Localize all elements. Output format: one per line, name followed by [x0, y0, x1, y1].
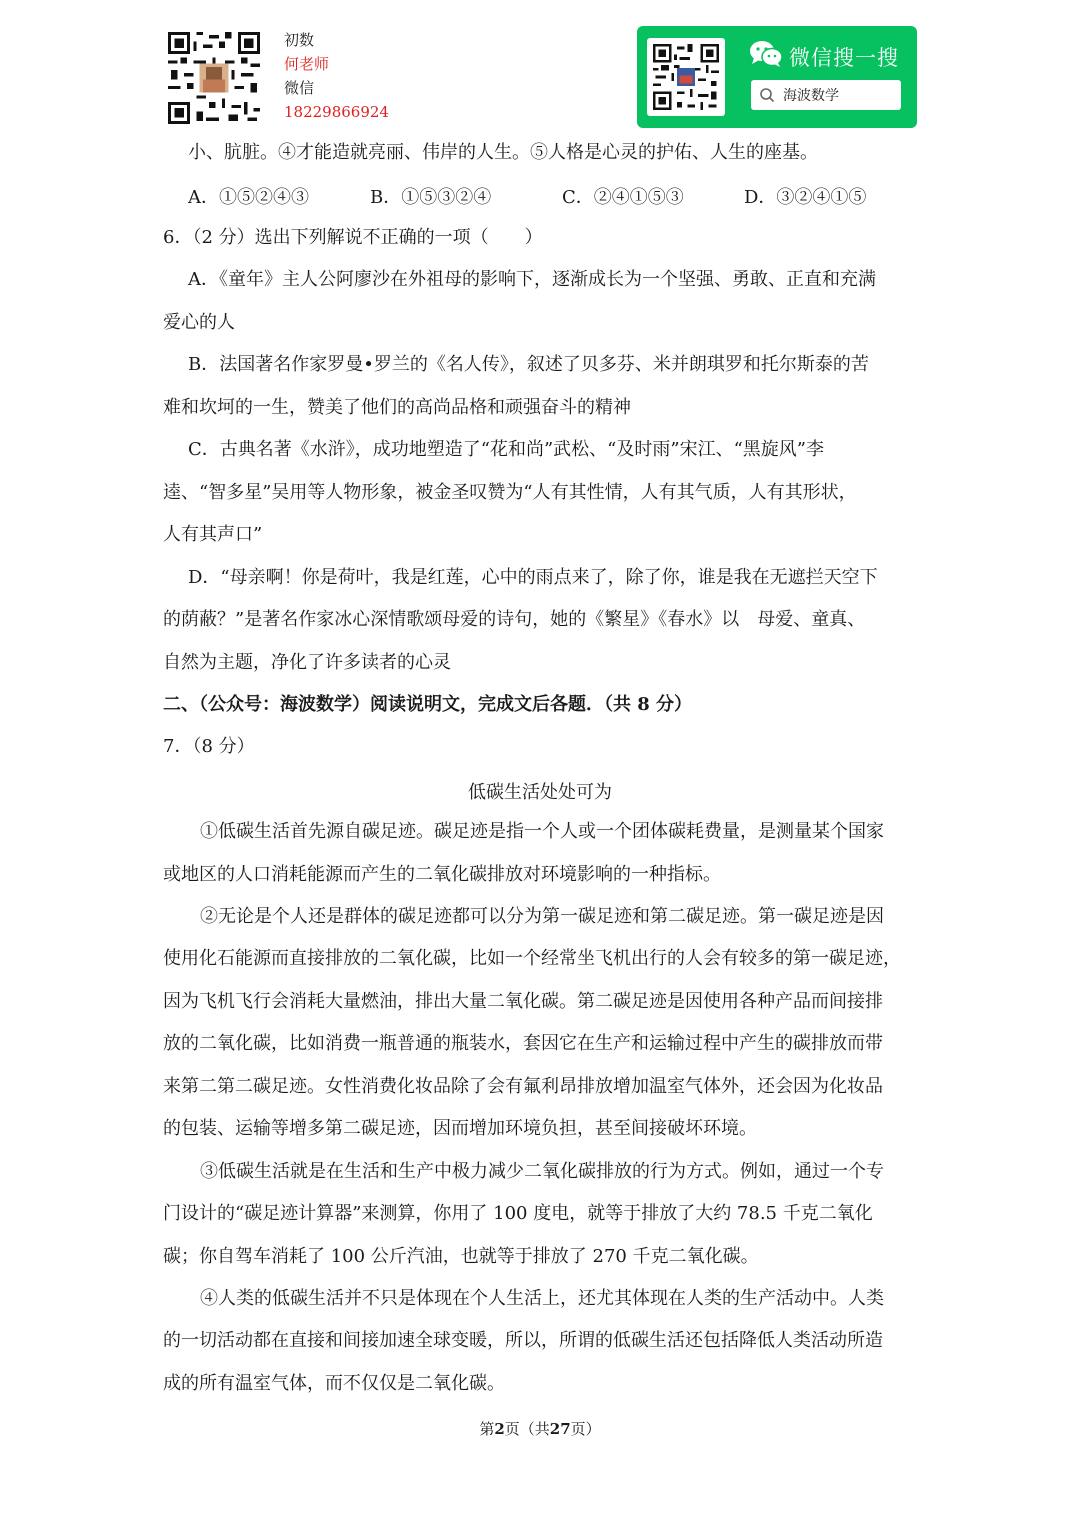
- contact-phone: 18229866924: [284, 103, 389, 121]
- footer-mid: 页（共: [504, 1420, 550, 1438]
- article-p4-line3: 成的所有温室气体，而不仅仅是二氧化碳。: [163, 1373, 505, 1394]
- wechat-search-box[interactable]: [751, 80, 901, 110]
- q6-option-c-line2: 逵、“智多星”吴用等人物形象，被金圣叹赞为“人有其性情，人有其气质，人有其形状，: [163, 482, 857, 503]
- article-p2-line4: 放的二氧化碳，比如消费一瓶普通的瓶装水，套因它在生产和运输过程中产生的碳排放而带: [163, 1033, 883, 1054]
- q6-stem: 6．（2 分）选出下列解说不正确的一项（ ）: [163, 227, 543, 248]
- contact-wechat-label: 微信: [284, 79, 315, 97]
- wechat-search-text: 海波数学: [783, 88, 839, 104]
- article-title: 低碳生活处处可为: [468, 782, 612, 803]
- q6-option-b-line1: B．法国著名作家罗曼•罗兰的《名人传》，叙述了贝多芬、米并朗琪罗和托尔斯泰的苦: [188, 354, 869, 375]
- article-p3-line3: 碳；你自驾车消耗了 100 公斤汽油，也就等于排放了 270 千克二氧化碳。: [163, 1246, 759, 1267]
- qr-code-icon: [168, 32, 260, 124]
- article-p3-line2: 门设计的“碳足迹计算器”来测算，你用了 100 度电，就等于排放了大约 78.5 千克二氧化: [163, 1203, 873, 1224]
- article-p2-line1: ②无论是个人还是群体的碳足迹都可以分为第一碳足迹和第二碳足迹。第一碳足迹是因: [200, 906, 884, 927]
- q6-option-c-line1: C．古典名著《水浒》，成功地塑造了“花和尚”武松、“及时雨”宋江、“黑旋风”李: [188, 439, 824, 460]
- q6-option-c-line3: 人有其声口”: [163, 524, 263, 545]
- q6-option-d-line3: 自然为主题，净化了许多读者的心灵: [163, 652, 451, 673]
- footer-page-number: 2: [494, 1420, 505, 1438]
- footer-total-pages: 27: [549, 1420, 571, 1438]
- q6-option-d-line1: D．“母亲啊！你是荷叶，我是红莲，心中的雨点来了，除了你，谁是我在无遮拦天空下: [188, 567, 878, 588]
- article-p2-line5: 来第二第二碳足迹。女性消费化妆品除了会有氟利昂排放增加温室气体外，还会因为化妆品: [163, 1076, 883, 1097]
- article-p2-line2: 使用化石能源而直接排放的二氧化碳，比如一个经常坐飞机出行的人会有较多的第一碳足迹，: [163, 948, 901, 969]
- q5-option-b: B．①⑤③②④: [370, 187, 492, 208]
- q6-option-a-line1: A．《童年》主人公阿廖沙在外祖母的影响下，逐渐成长为一个坚强、勇敢、正直和充满: [188, 269, 876, 290]
- article-p4-line1: ④人类的低碳生活并不只是体现在个人生活上，还尤其体现在人类的生产活动中。人类: [200, 1288, 884, 1309]
- section-2-heading: 二、（公众号：海波数学）阅读说明文，完成文后各题．（共 8 分）: [163, 694, 693, 715]
- q6-option-a-line2: 爱心的人: [163, 312, 235, 333]
- contact-teacher: 何老师: [284, 55, 330, 73]
- q5-option-c: C．②④①⑤③: [562, 187, 684, 208]
- wechat-logo-icon: [749, 40, 783, 68]
- article-p2-line6: 的包装、运输等增多第二碳足迹，因而增加环境负担，甚至间接破坏环境。: [163, 1118, 757, 1139]
- article-p3-line1: ③低碳生活就是在生活和生产中极力减少二氧化碳排放的行为方式。例如，通过一个专: [200, 1161, 884, 1182]
- q5-text-tail: 小、肮脏。④才能造就亮丽、伟岸的人生。⑤人格是心灵的护佑、人生的座基。: [188, 142, 818, 163]
- q6-option-b-line2: 难和坎坷的一生，赞美了他们的高尚品格和顽强奋斗的精神: [163, 397, 631, 418]
- article-p4-line2: 的一切活动都在直接和间接加速全球变暖，所以，所谓的低碳生活还包括降低人类活动所造: [163, 1330, 883, 1351]
- qr-code-icon: [653, 44, 719, 110]
- q7-stem: 7．（8 分）: [163, 736, 255, 757]
- contact-subject: 初数: [284, 31, 315, 49]
- q5-option-d: D．③②④①⑤: [744, 187, 867, 208]
- contact-info: [284, 28, 389, 124]
- wechat-search-banner: [637, 26, 917, 128]
- article-p1-line2: 或地区的人口消耗能源而产生的二氧化碳排放对环境影响的一种指标。: [163, 864, 721, 885]
- page-footer: [0, 1418, 1080, 1439]
- q5-option-a: A．①⑤②④③: [188, 187, 309, 208]
- q6-option-d-line2: 的荫蔽？”是著名作家冰心深情歌颂母爱的诗句，她的《繁星》《春水》以 母爱、童真、: [163, 609, 866, 630]
- wechat-qr-code: [647, 38, 725, 116]
- footer-suffix: 页）: [570, 1420, 601, 1438]
- article-p2-line3: 因为飞机飞行会消耗大量燃油，排出大量二氧化碳。第二碳足迹是因使用各种产品而间接排: [163, 991, 883, 1012]
- wechat-search-title: 微信搜一搜: [789, 46, 899, 70]
- footer-prefix: 第: [479, 1420, 495, 1438]
- search-icon: [759, 87, 775, 103]
- article-p1-line1: ①低碳生活首先源自碳足迹。碳足迹是指一个人或一个团体碳耗费量，是测量某个国家: [200, 821, 884, 842]
